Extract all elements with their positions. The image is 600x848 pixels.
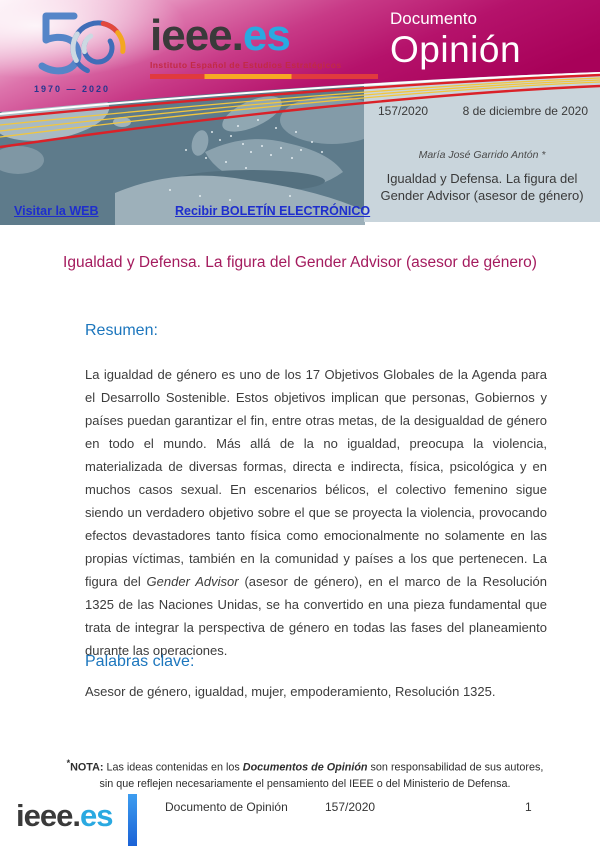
- info-panel: [364, 60, 600, 222]
- newsletter-link[interactable]: Recibir BOLETÍN ELECTRÓNICO: [175, 204, 371, 218]
- ieee-logo-wordmark: [150, 11, 380, 60]
- resumen-italic-term: Gender Advisor: [146, 574, 239, 589]
- resumen-text-2: (asesor de género), en el marco de la Resolución 1325 de las Naciones Unidas, se ha convertido en una pieza fundamental que trata de integrar la perspectiva de género en todas las fases del planeamiento durante las operaciones.: [85, 574, 547, 658]
- doc-type-line1: Documento: [390, 9, 477, 28]
- doc-number: 157/2020: [378, 104, 429, 118]
- footer-divider-bar: [128, 794, 137, 846]
- panel-doc-title: [364, 170, 600, 204]
- footnote-label: NOTA:: [70, 761, 104, 774]
- footnote-text-2: son responsabilidad de sus autores, sin que reflejen necesariamente el pensamiento del IEEE o del Ministerio de Defensa.: [99, 761, 544, 791]
- keywords-text: Asesor de género, igualdad, mujer, empoderamiento, Resolución 1325.: [85, 684, 496, 699]
- institute-subtitle: Instituto Español de Estudios Estratégicos: [150, 60, 342, 70]
- footnote-text-1: Las ideas contenidas en los: [103, 761, 243, 774]
- resumen-text-1: La igualdad de género es uno de los 17 Objetivos Globales de la Agenda para el Desarrollo Sostenible. Estos objetivos implican que personas, Gobiernos y países puedan garantizar el fin, entre otras metas, de la desigualdad de género en todo el mundo. Más allá de la no igualdad, preocupa la violencia, materializada de diversas formas, directa e indirecta, física, psicológica y en muchos casos sexual. En escenarios bélicos, el colectivo femenino sigue siendo un verdadero objetivo sobre el que se proyecta la violencia, provocando efectos devastadores tanto física como emocionalmente no solamente en las propias víctimas, también en la comunidad y países a los que pertenecen. La figura del: [85, 367, 547, 589]
- visit-web-link[interactable]: Visitar la WEB: [14, 204, 99, 218]
- footnote: [60, 755, 550, 794]
- doc-date: 8 de diciembre de 2020: [462, 104, 588, 118]
- ieee-logo-dark: ieee.: [150, 11, 243, 60]
- footer-logo-dark: ieee.: [16, 798, 80, 833]
- footer-page-number: 1: [525, 800, 532, 814]
- spain-flag-bar-icon: [150, 74, 378, 79]
- footer-doc-number: 157/2020: [325, 800, 376, 814]
- resumen-paragraph: [85, 363, 547, 662]
- author-name: María José Garrido Antón *: [418, 149, 546, 161]
- footnote-asterisk: *: [66, 757, 71, 768]
- anniversary-years: 1970 — 2020: [34, 84, 111, 94]
- header: [0, 0, 600, 225]
- panel-doc-title-line2: Gender Advisor (asesor de género): [380, 188, 584, 203]
- anniversary-50-icon: [28, 6, 138, 102]
- footer-logo-accent: es: [79, 798, 113, 833]
- ieee-logo: [150, 11, 380, 79]
- doc-type-line2: Opinión: [390, 29, 522, 70]
- footer-doc-type: Documento de Opinión: [165, 800, 288, 814]
- footer: [0, 790, 600, 848]
- resumen-heading: Resumen:: [85, 322, 158, 339]
- keywords-heading: Palabras clave:: [85, 653, 195, 670]
- footer-ieee-logo: [16, 798, 112, 834]
- panel-doc-title-line1: Igualdad y Defensa. La figura del: [386, 171, 578, 186]
- ieee-logo-accent: es: [242, 11, 290, 60]
- footnote-emphasis: Documentos de Opinión: [242, 761, 368, 774]
- page-title: Igualdad y Defensa. La figura del Gender Advisor (asesor de género): [63, 254, 537, 271]
